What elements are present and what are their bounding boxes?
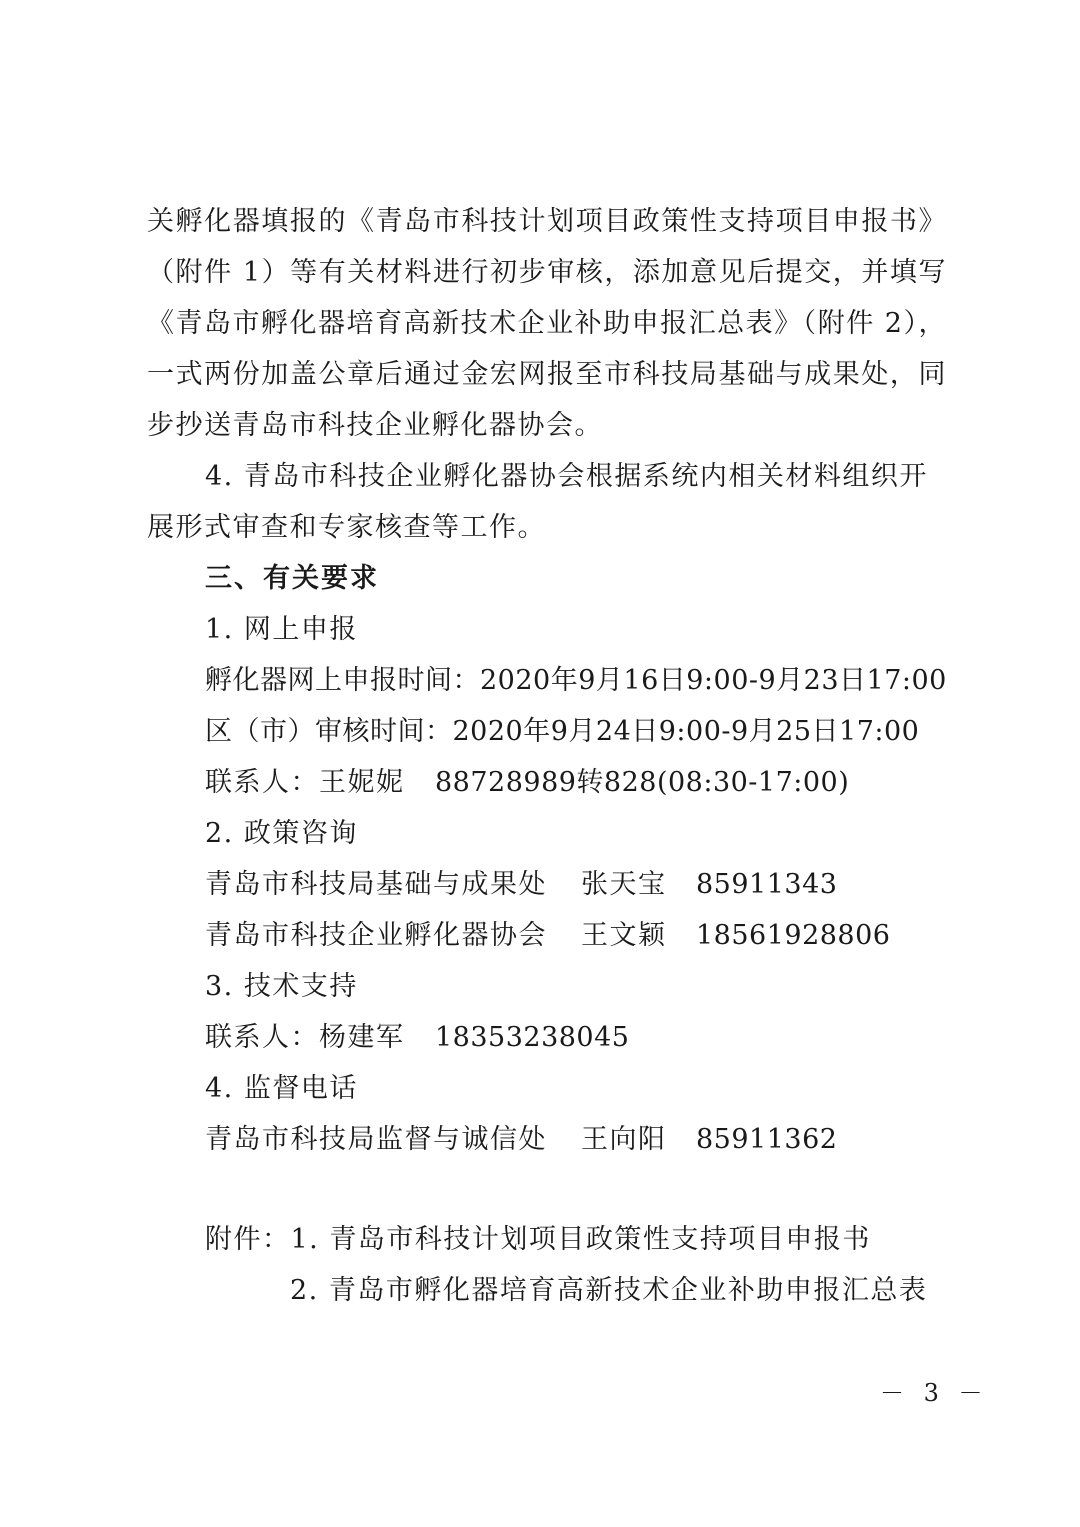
supervision-name: 王向阳: [581, 1124, 667, 1155]
policy-org: 青岛市科技局基础与成果处: [205, 869, 547, 900]
item4-line: 4. 青岛市科技企业孵化器协会根据系统内相关材料组织开: [205, 461, 928, 492]
policy-name: 张天宝: [581, 869, 667, 900]
contact-label: 联系人：杨建军: [205, 1022, 405, 1053]
policy-name: 王文颖: [581, 920, 667, 951]
attachment-item: 2. 青岛市孵化器培育高新技术企业补助申报汇总表: [290, 1275, 928, 1306]
online-contact: [205, 765, 1005, 801]
district-time: 区（市）审核时间：2020年9月24日9:00-9月25日17:00: [205, 716, 920, 747]
item4-line: 展形式审查和专家核查等工作。: [147, 512, 546, 543]
paragraph-line: 《青岛市孵化器培育高新技术企业补助申报汇总表》（附件 2），: [147, 308, 947, 339]
policy-row: [205, 867, 1005, 903]
attachment-item: 1. 青岛市科技计划项目政策性支持项目申报书: [290, 1224, 871, 1255]
policy-title: 2. 政策咨询: [205, 818, 358, 849]
tech-title: 3. 技术支持: [205, 971, 358, 1002]
contact-phone: 88728989转828(08:30-17:00): [435, 767, 850, 798]
incubator-time: 孵化器网上申报时间：2020年9月16日9:00-9月23日17:00: [205, 665, 947, 696]
attachments-line: [205, 1222, 1005, 1258]
tech-contact: [205, 1020, 1005, 1056]
paragraph-line: 步抄送青岛市科技企业孵化器协会。: [147, 410, 603, 441]
contact-label: 联系人：王妮妮: [205, 767, 405, 798]
paragraph-line: （附件 1）等有关材料进行初步审核，添加意见后提交，并填写: [147, 257, 947, 288]
paragraph-line: 一式两份加盖公章后通过金宏网报至市科技局基础与成果处，同: [147, 359, 947, 390]
supervision-phone: 85911362: [696, 1124, 838, 1155]
policy-phone: 85911343: [696, 869, 838, 900]
contact-phone: 18353238045: [435, 1022, 630, 1053]
paragraph-line: 关孵化器填报的《青岛市科技计划项目政策性支持项目申报书》: [147, 206, 947, 237]
page-number: － 3 －: [880, 1379, 989, 1407]
supervision-title: 4. 监督电话: [205, 1073, 358, 1104]
policy-org: 青岛市科技企业孵化器协会: [205, 920, 547, 951]
section-heading: 三、有关要求: [205, 563, 379, 594]
online-title: 1. 网上申报: [205, 614, 358, 645]
supervision-row: [205, 1122, 1005, 1158]
policy-phone: 18561928806: [696, 920, 891, 951]
supervision-org: 青岛市科技局监督与诚信处: [205, 1124, 547, 1155]
policy-row: [205, 918, 1005, 954]
attachments-label: 附件：: [205, 1224, 291, 1255]
